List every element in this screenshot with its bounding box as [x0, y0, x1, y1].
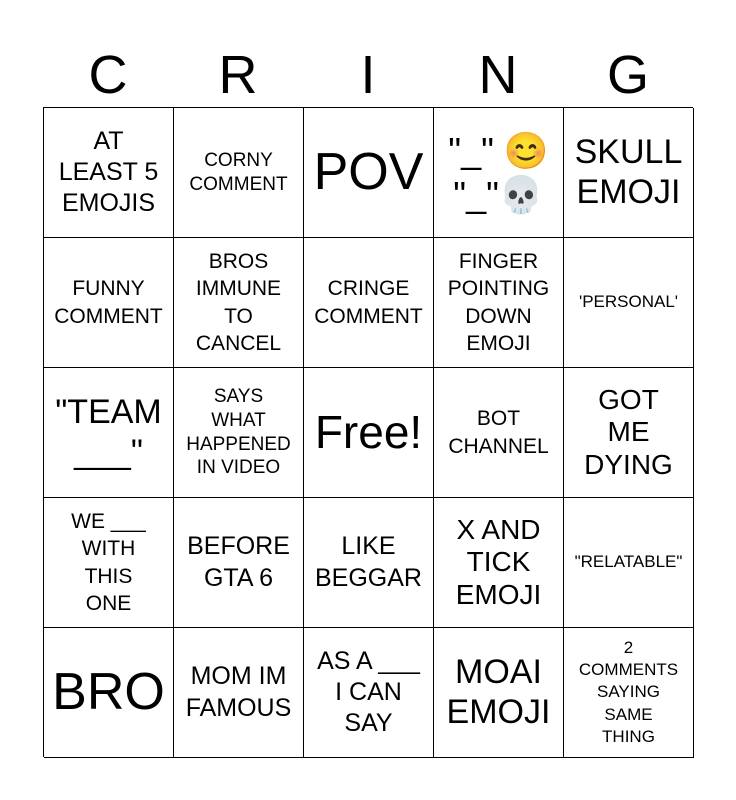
cell-text: "RELATABLE"	[574, 552, 683, 572]
bingo-cell[interactable]	[434, 498, 564, 628]
bingo-cell[interactable]	[434, 238, 564, 368]
cell-text: X AND TICK EMOJI	[455, 514, 542, 610]
bingo-cell[interactable]	[174, 628, 304, 758]
free-space[interactable]	[304, 368, 434, 498]
bingo-cell[interactable]	[304, 238, 434, 368]
bingo-cell[interactable]	[44, 628, 174, 758]
bingo-cell[interactable]	[564, 498, 694, 628]
cell-text: CRINGE COMMENT	[314, 277, 423, 328]
bingo-cell[interactable]	[434, 368, 564, 498]
cell-text: BEFORE GTA 6	[187, 532, 290, 592]
cell-text: "_" 😊 "_"💀	[448, 130, 549, 215]
cell-text: SKULL EMOJI	[574, 133, 683, 211]
header-letter-c: C	[88, 45, 128, 105]
header-letter-i: I	[360, 45, 376, 105]
bingo-cell[interactable]	[44, 368, 174, 498]
cell-text: LIKE BEGGAR	[315, 532, 422, 592]
cell-text: GOT ME DYING	[584, 384, 673, 480]
bingo-cell[interactable]	[44, 498, 174, 628]
bingo-cell[interactable]	[304, 498, 434, 628]
bingo-cell[interactable]	[44, 238, 174, 368]
cell-text: AT LEAST 5 EMOJIS	[58, 126, 159, 218]
cell-text: 2 COMMENTS SAYING SAME THING	[578, 638, 679, 746]
bingo-cell[interactable]	[564, 108, 694, 238]
cell-text: 'PERSONAL'	[578, 292, 679, 312]
cell-text: CORNY COMMENT	[189, 149, 288, 195]
bingo-cell[interactable]	[174, 108, 304, 238]
cell-text: Free!	[314, 406, 423, 459]
bingo-cell[interactable]	[174, 368, 304, 498]
bingo-cell[interactable]	[564, 628, 694, 758]
header-letter-g: G	[606, 45, 649, 105]
bingo-cell[interactable]	[174, 238, 304, 368]
cell-text: BRO	[52, 662, 165, 721]
header-letter-n: N	[478, 45, 518, 105]
bingo-header	[43, 44, 693, 106]
cell-text: AS A ___ I CAN SAY	[317, 646, 420, 738]
bingo-cell[interactable]	[564, 368, 694, 498]
bingo-cell[interactable]	[434, 108, 564, 238]
cell-text: FINGER POINTING DOWN EMOJI	[447, 249, 550, 355]
bingo-cell[interactable]	[434, 628, 564, 758]
bingo-grid	[43, 107, 693, 757]
bingo-cell[interactable]	[304, 108, 434, 238]
cell-text: "TEAM ___"	[55, 393, 162, 471]
cell-text: BOT CHANNEL	[448, 407, 549, 458]
bingo-cell[interactable]	[304, 628, 434, 758]
cell-text: MOM IM FAMOUS	[185, 662, 292, 722]
cell-text: BROS IMMUNE TO CANCEL	[195, 249, 282, 355]
cell-text: SAYS WHAT HAPPENED IN VIDEO	[186, 386, 291, 479]
cell-text: MOAI EMOJI	[446, 653, 551, 731]
bingo-cell[interactable]	[174, 498, 304, 628]
cell-text: WE ___ WITH THIS ONE	[71, 509, 146, 615]
bingo-cell[interactable]	[44, 108, 174, 238]
header-letter-r: R	[218, 45, 258, 105]
bingo-cell[interactable]	[564, 238, 694, 368]
cell-text: FUNNY COMMENT	[54, 277, 163, 328]
cell-text: POV	[313, 142, 424, 201]
